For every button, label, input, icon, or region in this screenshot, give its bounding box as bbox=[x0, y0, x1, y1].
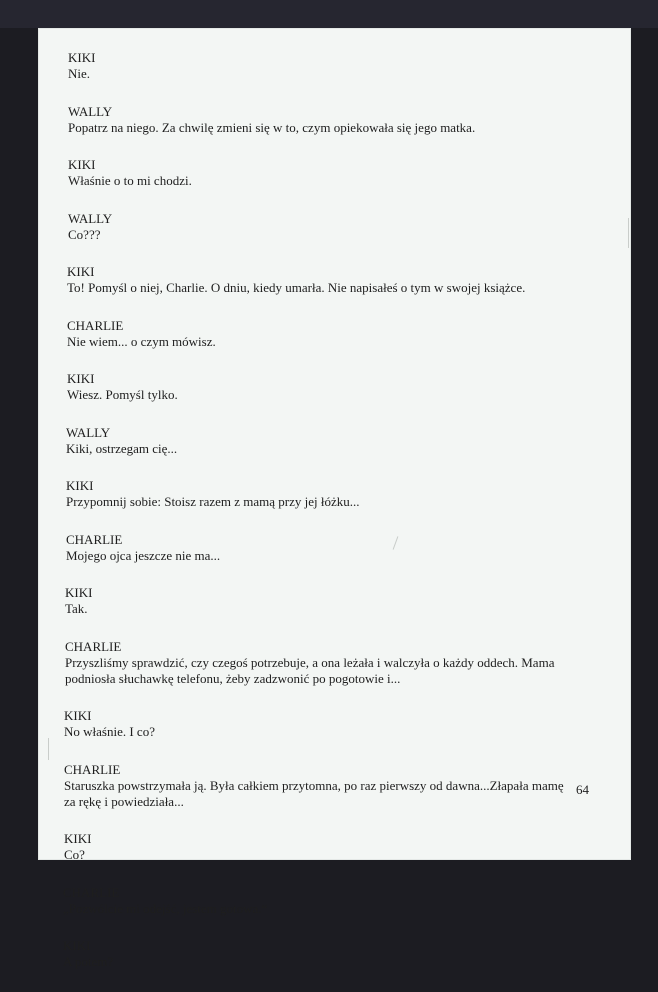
speaker-name: KIKI bbox=[65, 585, 93, 600]
paper-crease-mark bbox=[628, 218, 629, 248]
dialogue-block bbox=[65, 585, 566, 617]
dialogue-line: Co??? bbox=[68, 226, 101, 242]
dialogue-block bbox=[64, 762, 566, 810]
dialogue-block bbox=[66, 478, 566, 510]
speaker-name: WALLY bbox=[66, 424, 111, 440]
speaker-name: WALLY bbox=[68, 210, 113, 226]
dialogue-line: Właśnie o to mi chodzi. bbox=[68, 173, 192, 188]
dialogue-line: Kiki, ostrzegam cię... bbox=[66, 440, 178, 456]
dialogue-line: No właśnie. I co? bbox=[64, 724, 155, 739]
dialogue-block bbox=[68, 211, 566, 243]
dialogue-line: Mojego ojca jeszcze nie ma... bbox=[66, 547, 221, 563]
speaker-name: KIKI bbox=[66, 478, 94, 493]
speaker-name: WALLY bbox=[68, 103, 113, 119]
dialogue-line: Nie. bbox=[68, 66, 91, 81]
dialogue-block bbox=[67, 371, 566, 403]
dialogue-line: Przyszliśmy sprawdzić, czy czegoś potrzebuje, a ona leżała i walczyła o każdy oddech. Mama podniosła słuchawkę telefonu, żeby zadzwonić po pogotowie i... bbox=[65, 654, 555, 686]
speaker-name: KIKI bbox=[68, 50, 96, 65]
speaker-name: CHARLIE bbox=[66, 531, 123, 547]
speaker-name: KIKI bbox=[67, 264, 95, 279]
speaker-name: KIKI bbox=[63, 938, 91, 953]
dialogue-block bbox=[67, 318, 566, 350]
speaker-name: CHARLIE bbox=[67, 317, 124, 333]
scan-background bbox=[0, 0, 658, 28]
speaker-name: KIKI bbox=[64, 708, 92, 723]
dialogue-line: Popatrz na niego. Za chwilę zmieni się w to, czym opiekowała się jego matka. bbox=[68, 119, 476, 135]
speaker-name: KIKI bbox=[67, 371, 95, 386]
dialogue-line: Tak. bbox=[65, 601, 88, 616]
paper-crease-mark bbox=[48, 738, 49, 760]
dialogue-line: Staruszka powstrzymała ją. Była całkiem przytomna, po raz pierwszy od dawna...Złapała mamę za rękę i powiedziała... bbox=[64, 777, 564, 809]
page-number: 64 bbox=[576, 782, 589, 797]
dialogue-block bbox=[64, 831, 566, 863]
dialogue-block bbox=[68, 157, 566, 189]
dialogue-block bbox=[66, 532, 566, 564]
dialogue-line: „Pozwólcie mi odejść, jestem gotowa.“ bbox=[63, 900, 268, 916]
dialogue-block bbox=[63, 938, 566, 970]
dialogue-line: A potem? bbox=[63, 954, 114, 969]
dialogue-block bbox=[63, 885, 566, 917]
script-text bbox=[63, 50, 566, 992]
dialogue-line: Przypomnij sobie: Stoisz razem z mamą przy jej łóżku... bbox=[66, 494, 360, 509]
dialogue-line: Nie wiem... o czym mówisz. bbox=[67, 333, 216, 349]
dialogue-block bbox=[65, 639, 566, 687]
dialogue-block bbox=[64, 708, 566, 740]
dialogue-block bbox=[67, 264, 566, 296]
dialogue-block bbox=[66, 425, 566, 457]
dialogue-block bbox=[68, 104, 566, 136]
dialogue-block bbox=[68, 50, 566, 82]
speaker-name: CHARLIE bbox=[65, 638, 122, 654]
speaker-name: CHARLIE bbox=[64, 761, 121, 777]
dialogue-line: Wiesz. Pomyśl tylko. bbox=[67, 387, 178, 402]
speaker-name: KIKI bbox=[68, 157, 96, 172]
speaker-name: CHARLIE bbox=[63, 884, 120, 900]
speaker-name: KIKI bbox=[64, 831, 92, 846]
dialogue-line: To! Pomyśl o niej, Charlie. O dniu, kiedy umarła. Nie napisałeś o tym w swojej książce. bbox=[67, 280, 526, 295]
dialogue-line: Co? bbox=[64, 847, 85, 862]
